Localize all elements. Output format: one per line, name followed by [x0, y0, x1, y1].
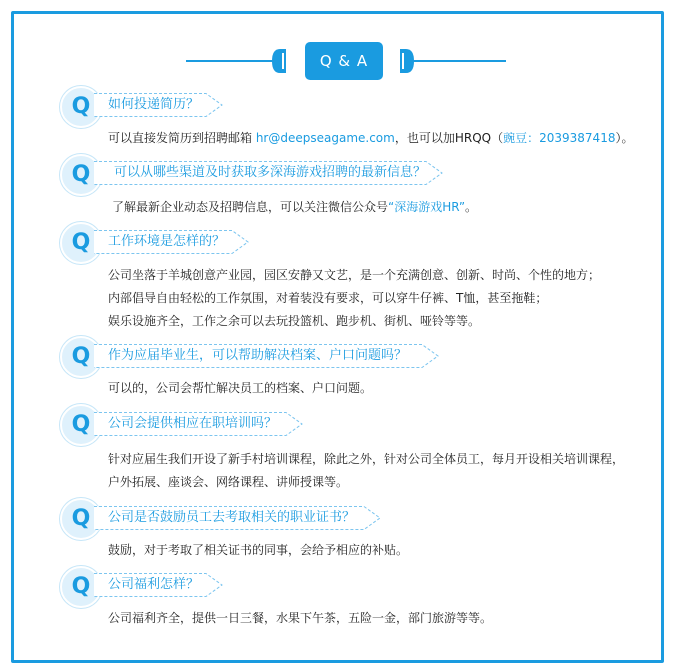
- answer-2: [112, 196, 477, 219]
- q-icon: Q: [60, 222, 102, 264]
- answer-line: 内部倡导自由轻松的工作氛围，对着装没有要求，可以穿牛仔裤、T恤，甚至拖鞋；: [108, 291, 548, 305]
- answer-line: 可以的，公司会帮忙解决员工的档案、户口问题。: [108, 381, 373, 395]
- left-bracket-icon: [272, 49, 286, 73]
- qa-header: [0, 42, 678, 82]
- answer-text: 可以直接发简历到招聘邮箱: [108, 131, 256, 145]
- answer-line: 针对应届生我们开设了新手村培训课程，除此之外，针对公司全体员工，每月开设相关培训课程，: [108, 452, 625, 466]
- question-text: 可以从哪些渠道及时获取多深海游戏招聘的最新信息？: [114, 165, 427, 180]
- question-text: 作为应届毕业生，可以帮助解决档案、户口问题吗？: [108, 348, 408, 363]
- q-icon: Q: [60, 336, 102, 378]
- q-icon: Q: [60, 498, 102, 540]
- question-text: 公司会提供相应在职培训吗？: [108, 416, 278, 431]
- answer-7: [108, 607, 492, 630]
- answer-3: [108, 264, 600, 333]
- q-icon: Q: [60, 86, 102, 128]
- question-text: 公司是否鼓励员工去考取相关的职业证书？: [108, 510, 356, 525]
- email-link[interactable]: hr@deepseagame.com: [255, 131, 395, 145]
- answer-4: [108, 377, 372, 400]
- header-line-left: [186, 60, 282, 62]
- header-line-right: [410, 60, 506, 62]
- q-icon: Q: [60, 566, 102, 608]
- answer-text: ，也可以加HRQQ（: [394, 131, 504, 145]
- q-icon: Q: [60, 404, 102, 446]
- answer-6: [108, 539, 408, 562]
- answer-line: 户外拓展、座谈会、网络课程、讲师授课等。: [108, 475, 349, 489]
- question-text: 如何投递简历？: [108, 97, 200, 112]
- answer-text: ）。: [615, 131, 634, 145]
- answer-text: 。: [465, 200, 478, 214]
- q-icon: Q: [60, 154, 102, 196]
- question-text: 公司福利怎样？: [108, 577, 200, 592]
- answer-text: 了解最新企业动态及招聘信息，可以关注微信公众号: [112, 200, 389, 214]
- answer-line: 公司坐落于羊城创意产业园，园区安静又文艺，是一个充满创意、创新、时尚、个性的地方；: [108, 268, 601, 282]
- answer-line: 鼓励，对于考取了相关证书的同事，会给予相应的补贴。: [108, 543, 409, 557]
- answer-line: 公司福利齐全，提供一日三餐，水果下午茶，五险一金，部门旅游等等。: [108, 611, 493, 625]
- qq-number: 豌豆：2039387418: [503, 131, 616, 145]
- question-text: 工作环境是怎样的？: [108, 234, 226, 249]
- answer-line: 娱乐设施齐全，工作之余可以去玩投篮机、跑步机、街机、哑铃等等。: [108, 314, 481, 328]
- wechat-account: “深海游戏HR”: [388, 200, 466, 214]
- qa-title: Q & A: [305, 42, 383, 80]
- answer-5: [108, 448, 624, 494]
- answer-1: [108, 127, 633, 150]
